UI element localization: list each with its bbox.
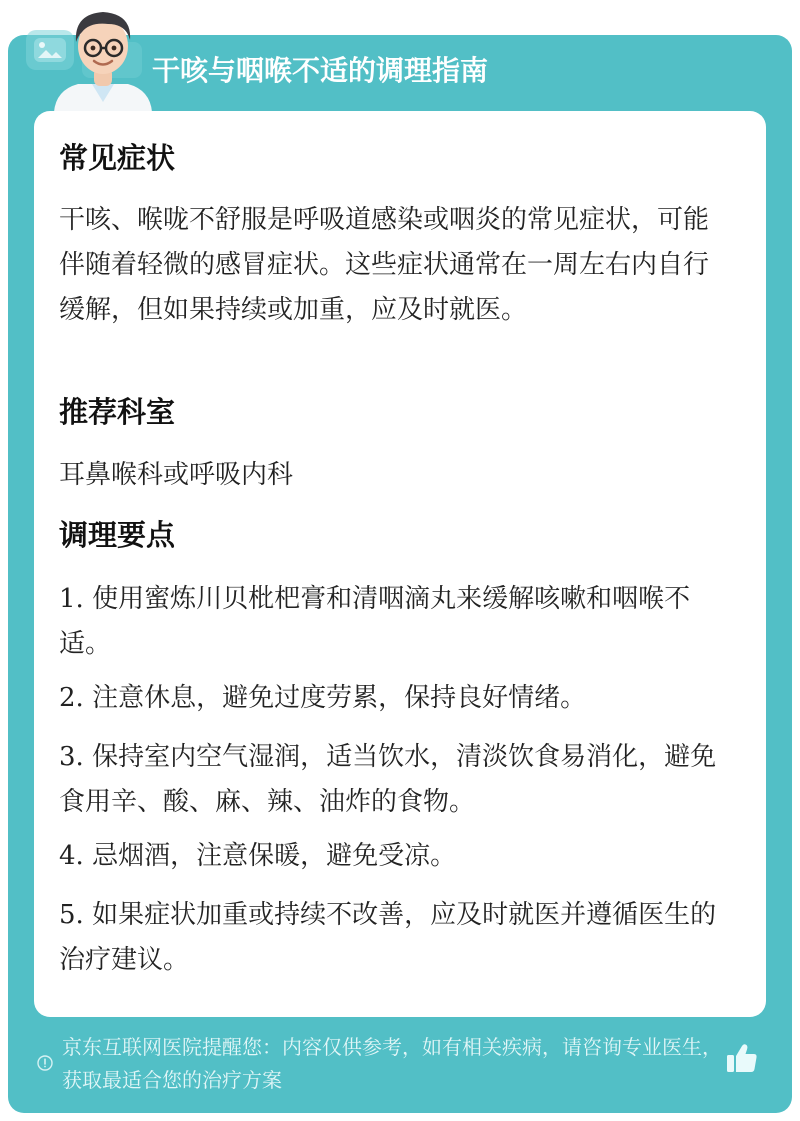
care-item: [59, 834, 729, 879]
care-item-number: 1.: [59, 584, 84, 614]
care-item: [59, 893, 729, 983]
page-title: 干咳与咽喉不适的调理指南: [152, 54, 489, 87]
care-item-text: 注意休息，避免过度劳累，保持良好情绪。: [92, 683, 587, 713]
info-icon: [37, 1055, 53, 1071]
care-item: [59, 577, 729, 667]
care-item: [59, 676, 729, 721]
care-item-number: 2.: [59, 683, 84, 713]
care-item-text: 如果症状加重或持续不改善，应及时就医并遵循医生的治疗建议。: [59, 900, 717, 975]
symptoms-description: 干咳、喉咙不舒服是呼吸道感染或咽炎的常见症状，可能伴随着轻微的感冒症状。这些症状通常在一周左右内自行缓解，但如果持续或加重，应及时就医。: [59, 205, 710, 325]
care-item-number: 5.: [59, 900, 84, 930]
care-item-number: 4.: [59, 841, 84, 871]
care-item-text: 忌烟酒，注意保暖，避免受凉。: [92, 841, 457, 871]
section-title-care: 调理要点: [59, 518, 176, 552]
care-item-text: 保持室内空气湿润，适当饮水，清淡饮食易消化，避免食用辛、酸、麻、辣、油炸的食物。: [59, 742, 717, 817]
section-title-symptoms: 常见症状: [59, 141, 176, 175]
care-item: [59, 735, 729, 825]
thumbs-up-icon[interactable]: [724, 1040, 760, 1076]
care-item-number: 3.: [59, 742, 84, 772]
doctor-avatar: [48, 6, 158, 112]
care-item-text: 使用蜜炼川贝枇杷膏和清咽滴丸来缓解咳嗽和咽喉不适。: [59, 584, 691, 659]
department-value: 耳鼻喉科或呼吸内科: [59, 460, 294, 490]
disclaimer-notice: 京东互联网医院提醒您：内容仅供参考，如有相关疾病，请咨询专业医生，获取最适合您的治疗方案: [62, 1035, 722, 1092]
section-title-department: 推荐科室: [59, 395, 176, 429]
